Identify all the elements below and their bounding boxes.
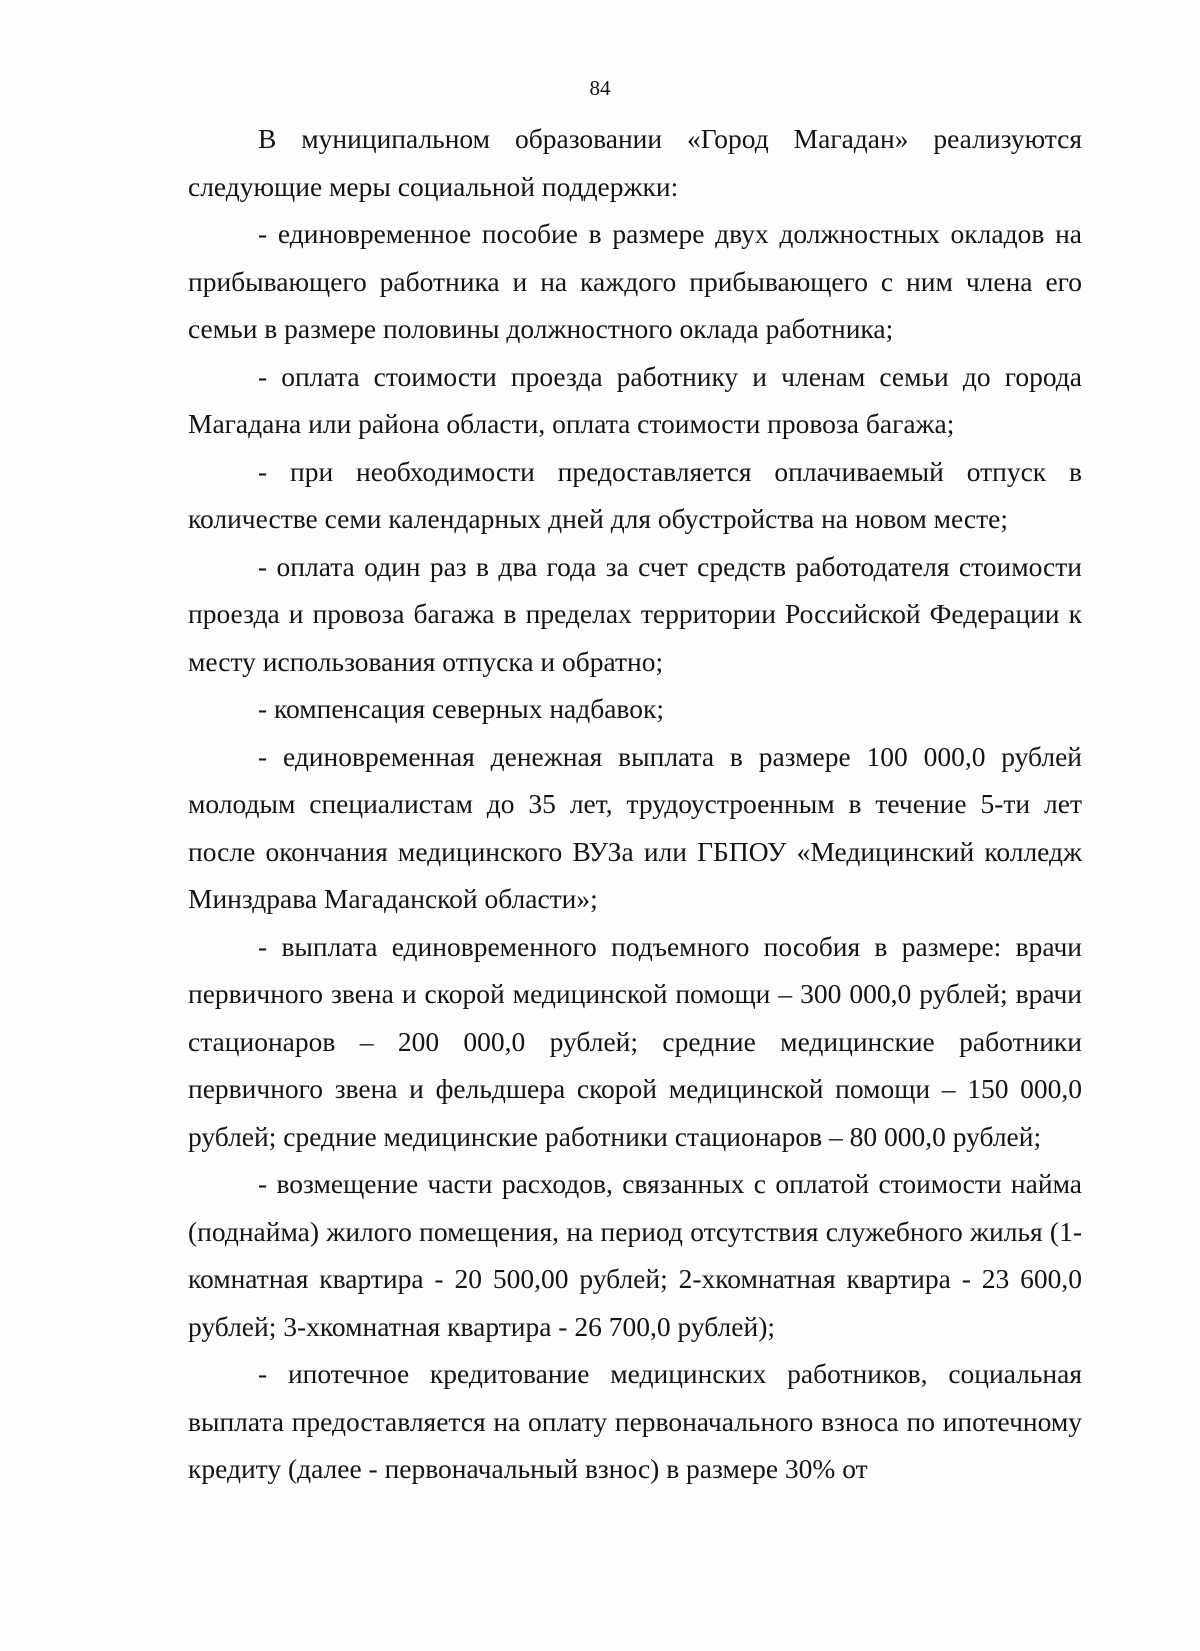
intro-paragraph: В муниципальном образовании «Город Магадан» реализуются следующие меры социальной поддержки: xyxy=(188,123,1082,202)
support-measure-paid-leave: - при необходимости предоставляется оплачиваемый отпуск в количестве семи календарных дней для обустройства на новом месте; xyxy=(188,455,1082,534)
page-number: 84 xyxy=(589,76,611,100)
support-measure-travel-payment: - оплата стоимости проезда работнику и членам семьи до города Магадана или района области, оплата стоимости провоза багажа; xyxy=(188,360,1082,439)
support-measure-biennial-travel: - оплата один раз в два года за счет средств работодателя стоимости проезда и провоза багажа в пределах территории Российской Федерации к месту использования отпуска и обратно; xyxy=(188,550,1082,677)
support-measure-relocation-allowance: - выплата единовременного подъемного пособия в размере: врачи первичного звена и скорой медицинской помощи – 300 000,0 рублей; врачи стационаров – 200 000,0 рублей; средние медицинские работники первичного звена и фельдшера скорой медицинской помощи – 150 000,0 рублей; средние медицинские работники стационаров – 80 000,0 рублей; xyxy=(188,930,1082,1152)
support-measure-mortgage: - ипотечное кредитование медицинских работников, социальная выплата предоставляется на оплату первоначального взноса по ипотечному кредиту (далее - первоначальный взнос) в размере 30% от xyxy=(188,1358,1082,1484)
support-measure-rent-compensation: - возмещение части расходов, связанных с оплатой стоимости найма (поднайма) жилого помещения, на период отсутствия служебного жилья (1-комнатная квартира - 20 500,00 рублей; 2-хкомнатная квартира - 23 600,0 рублей; 3-хкомнатная квартира - 26 700,0 рублей); xyxy=(188,1168,1082,1342)
document-body xyxy=(188,115,1082,1492)
support-measure-northern-allowance: - компенсация северных надбавок; xyxy=(258,693,664,724)
support-measure-one-time-allowance: - единовременное пособие в размере двух должностных окладов на прибывающего работника и на каждого прибывающего с ним члена его семьи в размере половины должностного оклада работника; xyxy=(188,218,1082,344)
support-measure-young-specialists: - единовременная денежная выплата в размере 100 000,0 рублей молодым специалистам до 35 лет, трудоустроенным в течение 5-ти лет после окончания медицинского ВУЗа или ГБПОУ «Медицинский колледж Минздрава Магаданской области»; xyxy=(188,740,1082,914)
